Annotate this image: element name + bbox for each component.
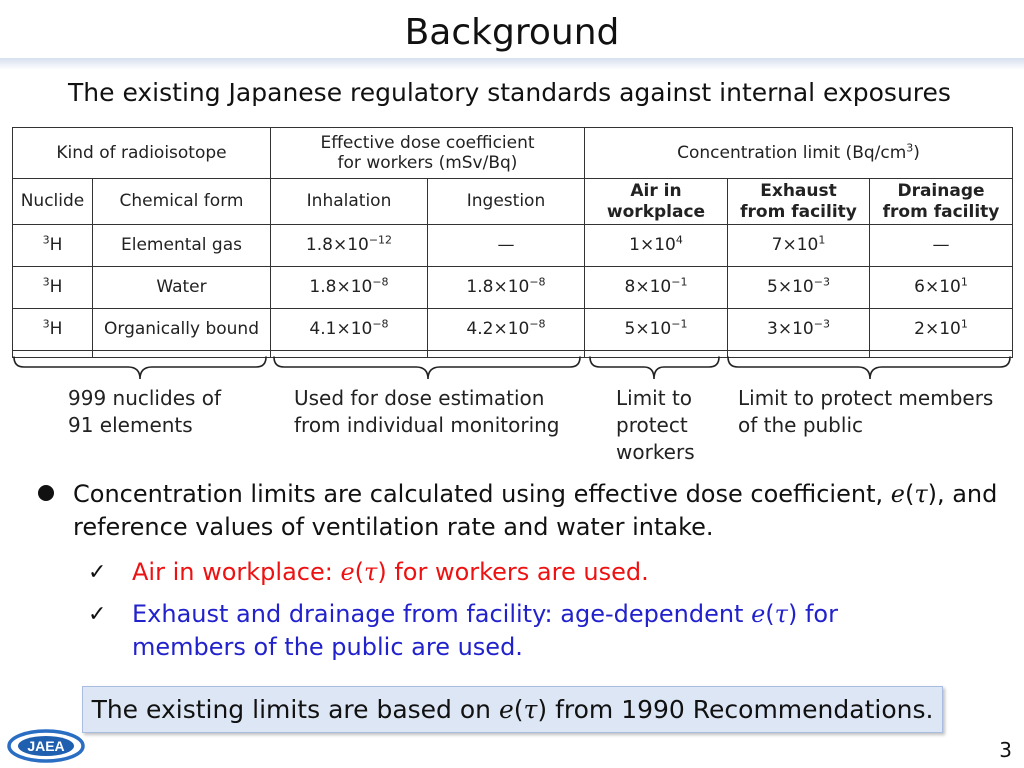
form-cell: Water — [93, 267, 271, 309]
drainage-cell: — — [870, 225, 1013, 267]
ingestion-header: Ingestion — [428, 179, 585, 225]
check-text-exhaust: Exhaust and drainage from facility: age-dependent e(τ) for members of the public are used. — [132, 600, 838, 661]
exhaust-cell: $7\times 10^1$ — [728, 225, 870, 267]
ingestion-cell: — — [428, 225, 585, 267]
inhalation-cell: $1.8\times 10^{-8}$ — [271, 267, 428, 309]
brace-dose-coefficient — [274, 357, 580, 379]
title-underline — [0, 58, 1024, 70]
brace-public — [728, 357, 1010, 379]
inhalation-cell: $1.8\times 10^{-12}$ — [271, 225, 428, 267]
air-cell: $8\times 10^{-1}$ — [585, 267, 728, 309]
annotation-dose-estimation: Used for dose estimation from individual monitoring — [294, 386, 560, 437]
bullet-dot-icon — [38, 485, 54, 501]
air-cell: $5\times 10^{-1}$ — [585, 309, 728, 351]
annotation-nuclides: 999 nuclides of 91 elements — [68, 386, 222, 437]
form-cell: Elemental gas — [93, 225, 271, 267]
nuclide-cell: $^3$H — [13, 309, 93, 351]
annotation-workers: Limit to protect workers — [616, 386, 695, 464]
chemical-form-header: Chemical form — [93, 179, 271, 225]
nuclide-cell: $^3$H — [13, 225, 93, 267]
brace-workers — [590, 357, 719, 379]
air-workplace-header: Air in workplace — [585, 179, 728, 225]
grouping-braces — [0, 355, 1024, 387]
form-cell: Organically bound — [93, 309, 271, 351]
air-cell: $1\times 10^4$ — [585, 225, 728, 267]
nuclide-header: Nuclide — [13, 179, 93, 225]
drainage-header: Drainage from facility — [870, 179, 1013, 225]
page-number: 3 — [999, 738, 1012, 762]
nuclide-cell: $^3$H — [13, 267, 93, 309]
inhalation-header: Inhalation — [271, 179, 428, 225]
jaea-logo — [6, 728, 86, 764]
brace-radioisotope — [14, 357, 266, 379]
ingestion-cell: $1.8\times 10^{-8}$ — [428, 267, 585, 309]
annotation-public: Limit to protect members of the public — [738, 386, 994, 437]
regulatory-standards-table — [12, 127, 1013, 358]
slide-subtitle: The existing Japanese regulatory standards against internal exposures — [68, 78, 951, 107]
svg-text:JAEA: JAEA — [27, 738, 65, 754]
slide-title: Background — [404, 12, 620, 53]
checkmark-icon: ✓ — [88, 602, 107, 627]
table-row — [13, 309, 1013, 351]
ingestion-cell: $4.2\times 10^{-8}$ — [428, 309, 585, 351]
drainage-cell: $6\times 10^1$ — [870, 267, 1013, 309]
concentration-limit-header: Concentration limit $(Bq/cm^3)$ — [585, 128, 1013, 179]
dose-coefficient-header: Effective dose coefficient for workers (mSv/Bq) — [271, 128, 585, 179]
main-bullet-text: Concentration limits are calculated using effective dose coefficient, e(τ), and reference values of ventilation rate and water intake. — [73, 480, 998, 541]
check-text-air: Air in workplace: e(τ) for workers are used. — [132, 558, 649, 586]
exhaust-header: Exhaust from facility — [728, 179, 870, 225]
summary-callout: The existing limits are based on e(τ) from 1990 Recommendations. — [82, 686, 943, 733]
table-row — [13, 267, 1013, 309]
inhalation-cell: $4.1\times 10^{-8}$ — [271, 309, 428, 351]
kind-header: Kind of radioisotope — [13, 128, 271, 179]
checkmark-icon: ✓ — [88, 560, 107, 585]
exhaust-cell: $5\times 10^{-3}$ — [728, 267, 870, 309]
table-row — [13, 225, 1013, 267]
exhaust-cell: $3\times 10^{-3}$ — [728, 309, 870, 351]
drainage-cell: $2\times 10^1$ — [870, 309, 1013, 351]
